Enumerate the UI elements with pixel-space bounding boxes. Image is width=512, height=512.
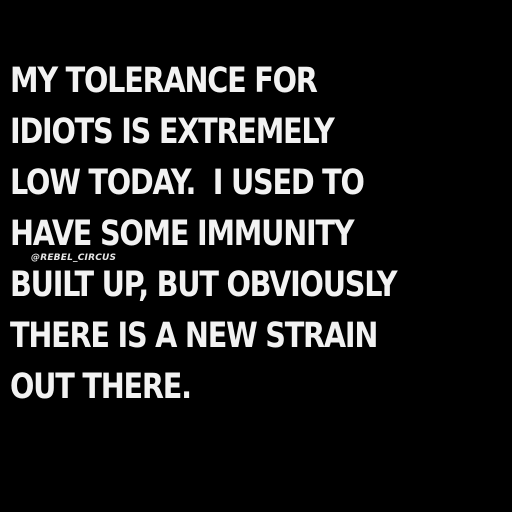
quote-text	[10, 56, 412, 413]
quote-line-4: HAVE SOME IMMUNITY	[10, 214, 354, 254]
watermark-credit: @REBEL_CIRCUS	[31, 253, 117, 263]
quote-line-7: OUT THERE.	[10, 367, 191, 407]
quote-line-5: BUILT UP, BUT OBVIOUSLY	[10, 265, 397, 305]
quote-line-6: THERE IS A NEW STRAIN	[10, 316, 378, 356]
quote-line-2: IDIOTS IS EXTREMELY	[10, 112, 334, 152]
quote-line-1: MY TOLERANCE FOR	[10, 61, 317, 101]
quote-line-3: LOW TODAY. I USED TO	[10, 163, 364, 203]
